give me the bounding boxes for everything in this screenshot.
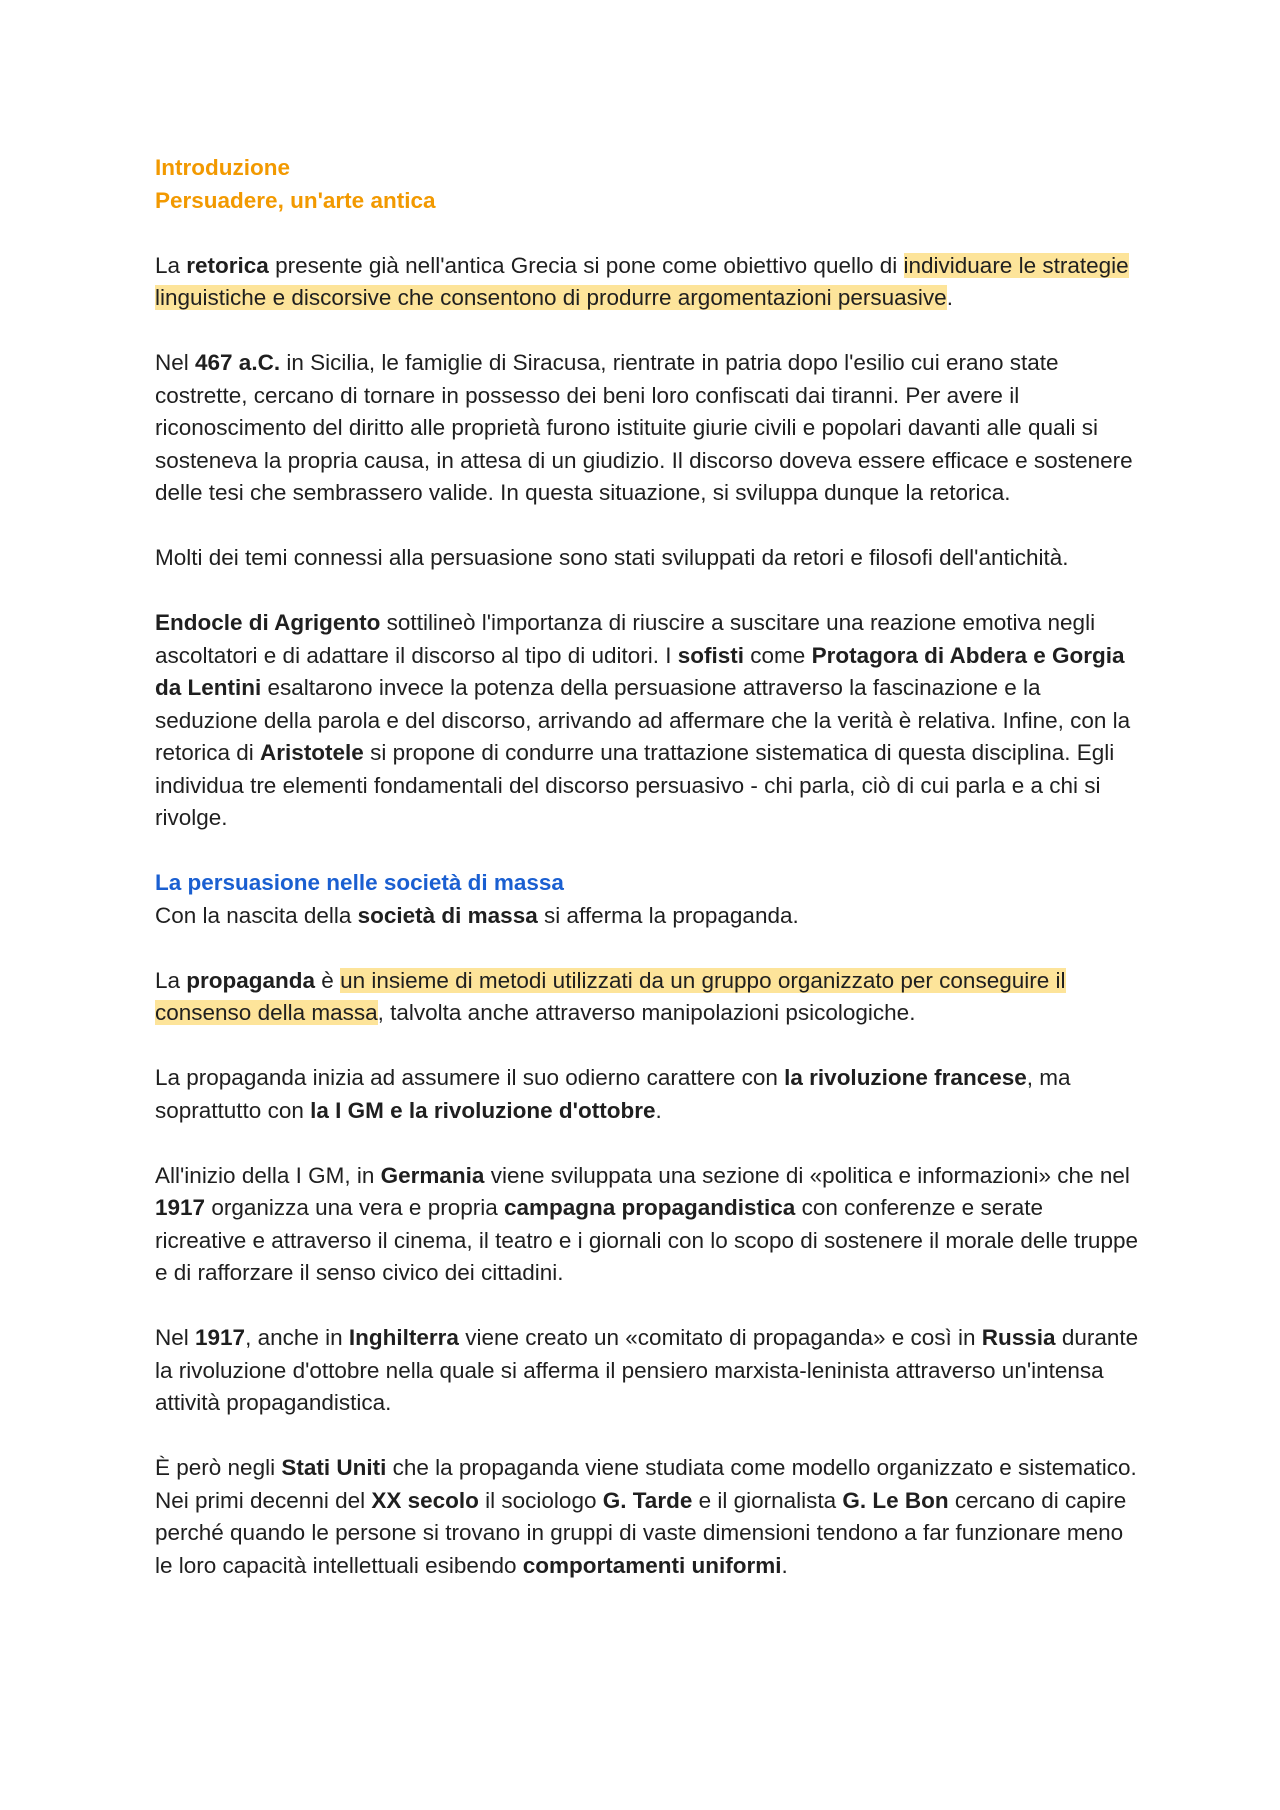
text-run: Molti dei temi connessi alla persuasione sono stati sviluppati da retori e filosofi dell'antichità.	[155, 545, 1069, 570]
bold-term: 1917	[195, 1325, 246, 1350]
bold-term: G. Le Bon	[842, 1487, 949, 1513]
text-run: è	[315, 967, 341, 993]
text-run: La	[155, 967, 187, 993]
text-run: il sociologo	[478, 1487, 603, 1513]
paragraph-temi	[155, 542, 1140, 575]
bold-term: la rivoluzione francese	[784, 1065, 1027, 1090]
text-run: .	[655, 1097, 662, 1123]
paragraph-retorica	[155, 250, 1140, 315]
text-run: durante la rivoluzione d'ottobre nella quale si afferma il pensiero marxista-leninista attraverso un'intensa attività propagandistica.	[155, 1325, 1139, 1415]
text-run: si afferma la propaganda.	[537, 902, 799, 928]
text-run: esaltarono invece la potenza della persuasione attraverso la fascinazione e la seduzione della parola e del discorso, arrivando ad affermare che la verità è relativa. Infine, con la retorica di	[155, 675, 1131, 765]
text-run: Nel	[155, 350, 196, 375]
text-run: in Sicilia, le famiglie di Siracusa, rientrate in patria dopo l'esilio cui erano state costrette, cercano di tornare in possesso dei beni loro confiscati dai tiranni. Per avere il riconoscimento del diritto alle proprietà furono istituite giurie civili e popolari davanti alle quali si sosteneva la propria causa, in attesa di un giudizio. Il discorso doveva essere efficace e sostenere delle tesi che sembrassero valide. In questa situazione, si sviluppa dunque la retorica.	[155, 350, 1133, 505]
text-run: , ma soprattutto con	[155, 1065, 1071, 1123]
text-run: È però negli	[155, 1455, 282, 1480]
text-run: che la propaganda viene studiata come modello organizzato e sistematico. Nei primi decenni del	[155, 1455, 1137, 1513]
text-run: e il giornalista	[692, 1487, 843, 1513]
bold-term: Inghilterra	[348, 1325, 459, 1350]
bold-term: società di massa	[357, 902, 538, 928]
paragraph-germania	[155, 1160, 1140, 1290]
bold-term: la I GM e la rivoluzione d'ottobre	[310, 1097, 656, 1123]
paragraph-siracusa	[155, 347, 1140, 510]
text-run: All'inizio della I GM, in	[155, 1162, 381, 1188]
text-run: La	[155, 252, 187, 278]
heading-persuasione-massa: La persuasione nelle società di massa	[155, 870, 564, 895]
text-run: viene sviluppata una sezione di «politica e informazioni» che nel	[484, 1162, 1130, 1188]
text-run: cercano di capire perché quando le persone si trovano in gruppi di vaste dimensioni tendono a far funzionare meno le loro capacità intellettuali esibendo	[155, 1487, 1127, 1578]
paragraph-societa-massa	[155, 900, 1140, 933]
highlighted-text: un insieme di metodi utilizzati da un gruppo organizzato per conseguire il consenso della massa	[155, 967, 1066, 1025]
bold-term: Endocle di Agrigento	[155, 610, 381, 635]
highlighted-text: individuare le strategie linguistiche e discorsive che consentono di produrre argomentazioni persuasive	[155, 252, 1129, 310]
text-run: , anche in	[245, 1325, 349, 1350]
bold-term: Russia	[981, 1325, 1056, 1350]
bold-term: Germania	[380, 1162, 485, 1188]
bold-term: sofisti	[677, 642, 745, 668]
text-run: , talvolta anche attraverso manipolazioni psicologiche.	[377, 1000, 916, 1025]
text-run: presente già nell'antica Grecia si pone come obiettivo quello di	[268, 252, 904, 278]
bold-term: G. Tarde	[602, 1487, 693, 1513]
heading-persuadere: Persuadere, un'arte antica	[155, 187, 436, 213]
bold-term: Stati Uniti	[281, 1455, 387, 1480]
heading-introduzione: Introduzione	[155, 155, 290, 180]
bold-term: propaganda	[186, 967, 316, 993]
text-run: viene creato un «comitato di propaganda» e così in	[458, 1325, 982, 1350]
text-run: La propaganda inizia ad assumere il suo odierno carattere con	[155, 1065, 785, 1090]
bold-term: retorica	[186, 252, 269, 278]
text-run: sottilineò l'importanza di riuscire a suscitare una reazione emotiva negli ascoltatori e di adattare il discorso al tipo di uditori. I	[155, 610, 1096, 668]
text-run: Nel	[155, 1325, 196, 1350]
text-run: con conferenze e serate ricreative e attraverso il cinema, il teatro e i giornali con lo scopo di sostenere il morale delle truppe e di rafforzare il senso civico dei cittadini.	[155, 1195, 1138, 1285]
paragraph-inghilterra-russia	[155, 1322, 1140, 1420]
paragraph-rivoluzioni	[155, 1062, 1140, 1127]
bold-term: Protagora di Abdera e Gorgia da Lentini	[155, 642, 1125, 700]
text-run: Con la nascita della	[155, 902, 358, 928]
bold-term: campagna propagandistica	[504, 1195, 796, 1220]
bold-term: XX secolo	[371, 1487, 479, 1513]
paragraph-propaganda-definizione	[155, 965, 1140, 1030]
paragraph-filosofi	[155, 607, 1140, 835]
text-run: .	[781, 1552, 788, 1578]
paragraph-stati-uniti	[155, 1452, 1140, 1582]
bold-term: Aristotele	[260, 740, 364, 765]
bold-term: comportamenti uniformi	[522, 1552, 782, 1578]
bold-term: 1917	[155, 1195, 206, 1220]
bold-term: 467 a.C.	[195, 350, 281, 375]
text-run: si propone di condurre una trattazione sistematica di questa disciplina. Egli individua tre elementi fondamentali del discorso persuasivo - chi parla, ciò di cui parla e a chi si rivolge.	[155, 740, 1115, 830]
text-run: .	[946, 285, 953, 310]
text-run: come	[744, 642, 812, 668]
text-run: organizza una vera e propria	[205, 1195, 504, 1220]
